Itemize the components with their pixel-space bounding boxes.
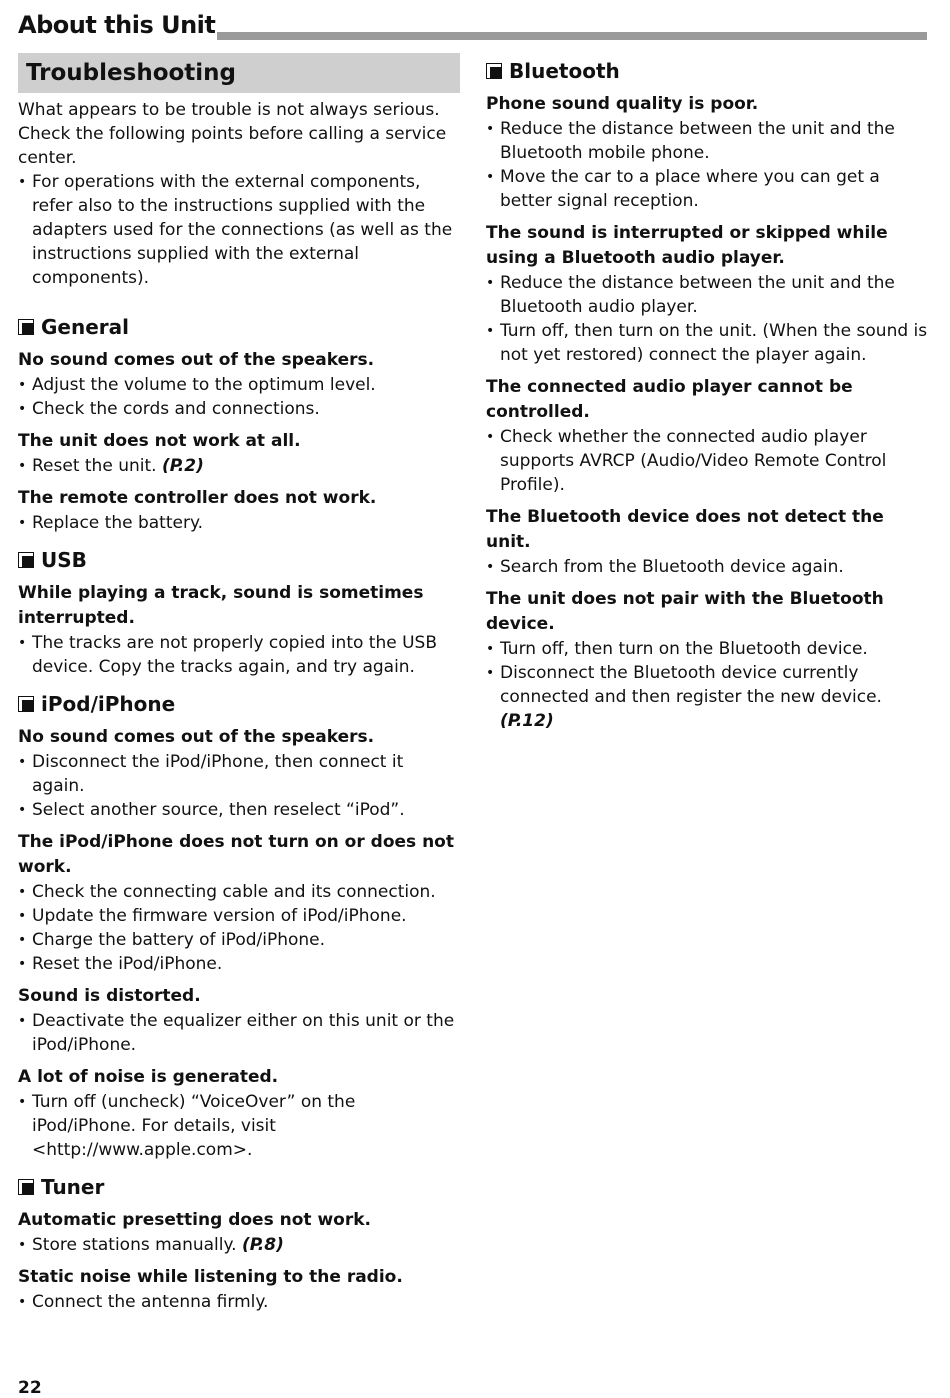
solution-item: • Check whether the connected audio player supports AVRCP (Audio/Video Remote Control Profile).	[486, 425, 934, 497]
solution-item	[486, 661, 934, 733]
issue-block	[18, 429, 460, 478]
tuner-section	[18, 1172, 460, 1314]
issue-block	[486, 92, 934, 213]
issue-block	[486, 375, 934, 497]
issue-solutions	[18, 1009, 460, 1057]
issue-title: Automatic presetting does not work.	[18, 1210, 371, 1230]
issue-title: A lot of noise is generated.	[18, 1067, 279, 1087]
solution-item: • Turn off, then turn on the Bluetooth device.	[486, 637, 934, 661]
issue-solutions	[18, 454, 460, 478]
issue-block	[486, 587, 934, 733]
issue-solutions	[18, 750, 460, 822]
intro-bullets	[18, 170, 460, 290]
left-column	[18, 53, 460, 1322]
solution-item: • Move the car to a place where you can get a better signal reception.	[486, 165, 934, 213]
page-reference: (P.2)	[161, 456, 204, 476]
solution-text: Reset the unit.	[32, 456, 157, 476]
issue-solutions	[18, 373, 460, 421]
issue-block	[486, 505, 934, 579]
issue-block	[18, 1065, 460, 1162]
issue-solutions	[18, 631, 460, 679]
section-square-icon	[18, 319, 34, 335]
issue-block	[18, 348, 460, 421]
issue-title: No sound comes out of the speakers.	[18, 727, 375, 747]
issue-solutions	[18, 1233, 460, 1257]
issue-title: While playing a track, sound is sometimes interrupted.	[18, 583, 424, 628]
solution-item	[18, 1233, 460, 1257]
issue-block	[18, 1265, 460, 1314]
section-square-icon	[18, 696, 34, 712]
right-column	[486, 56, 934, 741]
issue-solutions	[486, 271, 934, 367]
tuner-title: Tuner	[41, 1175, 105, 1199]
solution-item: • Check the cords and connections.	[18, 397, 460, 421]
ipod-heading	[18, 689, 460, 719]
solution-item: • The tracks are not properly copied into the USB device. Copy the tracks again, and try again.	[18, 631, 460, 679]
ipod-title: iPod/iPhone	[41, 692, 176, 716]
issue-title: The remote controller does not work.	[18, 488, 377, 508]
issue-solutions	[18, 1290, 460, 1314]
page-title: About this Unit	[18, 8, 217, 42]
issue-title: Sound is distorted.	[18, 986, 201, 1006]
solution-item: • Select another source, then reselect “iPod”.	[18, 798, 460, 822]
issue-block	[18, 725, 460, 822]
issue-block	[18, 581, 460, 679]
usb-heading	[18, 545, 460, 575]
issue-title: Static noise while listening to the radio.	[18, 1267, 403, 1287]
solution-item: • Reset the iPod/iPhone.	[18, 952, 460, 976]
issue-solutions	[486, 425, 934, 497]
solution-item: • Reduce the distance between the unit and the Bluetooth mobile phone.	[486, 117, 934, 165]
usb-title: USB	[41, 548, 87, 572]
issue-title: The connected audio player cannot be controlled.	[486, 377, 853, 422]
issue-solutions	[18, 1090, 460, 1162]
page-header	[18, 8, 927, 42]
tuner-heading	[18, 1172, 460, 1202]
page-reference: (P.8)	[241, 1235, 284, 1255]
intro-bullet: • For operations with the external components, refer also to the instructions supplied with the adapters used for the connections (as well as the instructions supplied with the external components).	[18, 170, 460, 290]
page-reference: (P.12)	[500, 711, 554, 731]
general-heading	[18, 312, 460, 342]
section-square-icon	[486, 63, 502, 79]
bluetooth-title: Bluetooth	[509, 59, 620, 83]
solution-item	[18, 454, 460, 478]
solution-item: • Search from the Bluetooth device again.	[486, 555, 934, 579]
solution-item: • Turn off, then turn on the unit. (When the sound is not yet restored) connect the player again.	[486, 319, 934, 367]
ipod-section	[18, 689, 460, 1162]
issue-block	[18, 486, 460, 535]
solution-item: • Update the firmware version of iPod/iPhone.	[18, 904, 460, 928]
issue-solutions	[486, 637, 934, 733]
solution-item: • Turn off (uncheck) “VoiceOver” on the iPod/iPhone. For details, visit <http://www.apple.com>.	[18, 1090, 460, 1162]
issue-solutions	[18, 511, 460, 535]
issue-solutions	[486, 555, 934, 579]
solution-item: • Deactivate the equalizer either on this unit or the iPod/iPhone.	[18, 1009, 460, 1057]
issue-title: The unit does not work at all.	[18, 431, 301, 451]
issue-title: No sound comes out of the speakers.	[18, 350, 375, 370]
section-square-icon	[18, 1179, 34, 1195]
bluetooth-section	[486, 56, 934, 733]
issue-title: Phone sound quality is poor.	[486, 94, 759, 114]
issue-solutions	[486, 117, 934, 213]
issue-block	[18, 984, 460, 1057]
issue-title: The Bluetooth device does not detect the unit.	[486, 507, 884, 552]
issue-block	[18, 830, 460, 976]
issue-title: The iPod/iPhone does not turn on or does not work.	[18, 832, 454, 877]
solution-item: • Adjust the volume to the optimum level.	[18, 373, 460, 397]
solution-item: • Disconnect the iPod/iPhone, then connect it again.	[18, 750, 460, 798]
section-square-icon	[18, 552, 34, 568]
solution-text: Store stations manually.	[32, 1235, 237, 1255]
solution-text: Disconnect the Bluetooth device currently connected and then register the new device.	[500, 663, 882, 707]
solution-item: • Replace the battery.	[18, 511, 460, 535]
issue-title: The sound is interrupted or skipped while using a Bluetooth audio player.	[486, 223, 888, 268]
intro-text: What appears to be trouble is not always serious. Check the following points before calling a service center.	[18, 100, 447, 168]
issue-block	[486, 221, 934, 367]
solution-item: • Connect the antenna firmly.	[18, 1290, 460, 1314]
bluetooth-heading	[486, 56, 934, 86]
issue-title: The unit does not pair with the Bluetooth device.	[486, 589, 884, 634]
solution-item: • Charge the battery of iPod/iPhone.	[18, 928, 460, 952]
issue-solutions	[18, 880, 460, 976]
usb-section	[18, 545, 460, 679]
page-number: 22	[18, 1378, 42, 1398]
issue-block	[18, 1208, 460, 1257]
general-title: General	[41, 315, 129, 339]
solution-item: • Reduce the distance between the unit and the Bluetooth audio player.	[486, 271, 934, 319]
general-section	[18, 312, 460, 535]
solution-item: • Check the connecting cable and its connection.	[18, 880, 460, 904]
troubleshooting-banner: Troubleshooting	[18, 53, 460, 93]
